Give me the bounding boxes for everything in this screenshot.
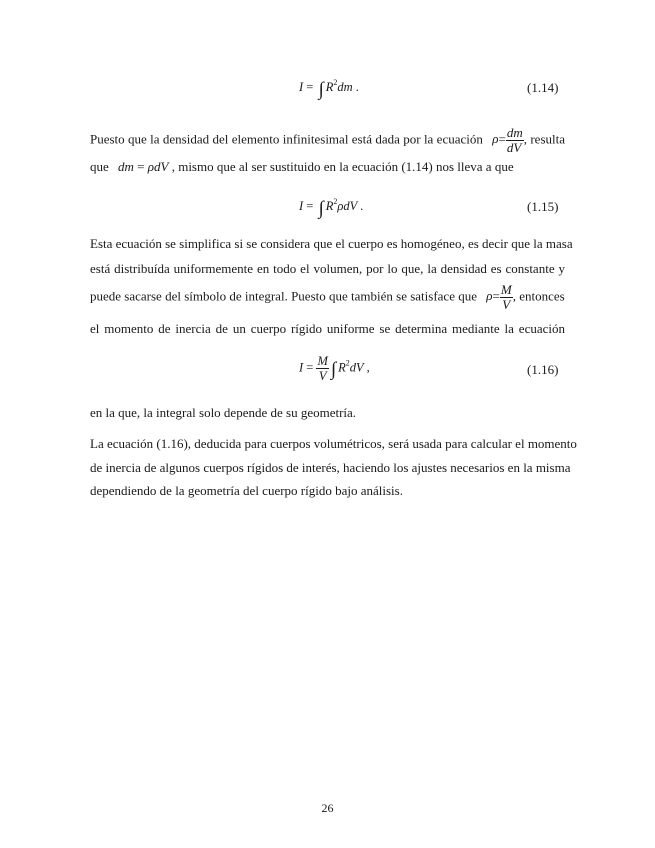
paragraph-1-line-1 (90, 126, 565, 155)
eq-differential: ρdV (337, 199, 358, 213)
text-run: , mismo que al ser sustituido en la ecuación (1.14) nos lleva a que (171, 159, 514, 174)
eq-lhs: I (299, 360, 304, 375)
paragraph-4-line-2: de inercia de algunos cuerpos rígidos de interés, haciendo los ajustes necesarios en la misma (90, 460, 571, 475)
eq-lhs: I (299, 199, 304, 213)
eq-tail: . (360, 199, 364, 213)
fraction-numerator: M (317, 354, 328, 368)
eq-variable: R (338, 360, 346, 375)
text-run: Puesto que la densidad del elemento infinitesimal está dada por la ecuación (90, 131, 483, 147)
rho-symbol: ρ (492, 131, 499, 147)
equals-sign: = (137, 159, 145, 174)
page-number: 26 (321, 801, 334, 815)
paragraph-2-line-4: el momento de inercia de un cuerpo rígido uniforme se determina mediante la ecuación (90, 321, 565, 336)
eq-equals: = (306, 199, 314, 213)
paragraph-1-line-2 (90, 159, 514, 175)
fraction-denominator: V (318, 369, 327, 383)
paragraph-2-line-3 (90, 283, 565, 312)
eq-exponent: 2 (333, 197, 338, 206)
fraction-denominator: dV (506, 140, 522, 155)
fraction-numerator: M (500, 282, 512, 297)
rho-symbol: ρ (486, 288, 493, 304)
text-run: , entonces (512, 288, 565, 304)
equals-sign: = (498, 131, 506, 147)
equation-1-16 (299, 354, 370, 383)
integral-symbol: ∫ (318, 198, 324, 219)
paragraph-2-line-1: Esta ecuación se simplifica si se considera que el cuerpo es homogéneo, es decir que la masa (90, 236, 573, 251)
eq-differential: dV (349, 360, 364, 375)
paragraph-4-line-3: dependiendo de la geometría del cuerpo rígido bajo análisis. (90, 483, 403, 498)
eq-variable: R (325, 80, 334, 94)
integral-symbol: ∫ (330, 359, 337, 381)
fraction-m-v (316, 354, 328, 383)
eq-exponent: 2 (345, 358, 350, 368)
fraction-dm-dv (506, 126, 524, 155)
eq-variable: R (325, 199, 334, 213)
paragraph-3-line-1: en la que, la integral solo depende de su geometría. (90, 405, 357, 420)
paragraph-2-line-2: está distribuída uniformemente en todo el volumen, por lo que, la densidad es constante y (90, 261, 565, 276)
eq-differential: dm (337, 80, 353, 94)
equation-number-1-14: (1.14) (527, 80, 559, 95)
fraction-numerator: dm (506, 125, 523, 140)
paragraph-4-line-1: La ecuación (1.16), deducida para cuerpos volumétricos, será usada para calcular el momento (90, 436, 577, 451)
eq-tail: . (355, 80, 359, 94)
text-run: que (90, 159, 109, 174)
eq-tail: , (366, 360, 370, 375)
formula-lhs: dm (118, 159, 134, 174)
equation-1-15 (299, 197, 363, 220)
eq-exponent: 2 (333, 78, 338, 87)
fraction-m-v (500, 283, 513, 312)
eq-lhs: I (299, 80, 304, 94)
eq-equals: = (306, 80, 314, 94)
formula-rhs: ρdV (147, 159, 169, 174)
equation-number-1-16: (1.16) (527, 362, 559, 377)
fraction-denominator: V (502, 297, 511, 312)
equation-number-1-15: (1.15) (527, 199, 559, 214)
equals-sign: = (492, 288, 500, 304)
eq-equals: = (306, 360, 314, 375)
integral-symbol: ∫ (318, 79, 324, 100)
text-run: puede sacarse del símbolo de integral. Puesto que también se satisface que (90, 288, 477, 304)
equation-1-14 (299, 78, 359, 101)
text-run: , resulta (523, 131, 565, 147)
